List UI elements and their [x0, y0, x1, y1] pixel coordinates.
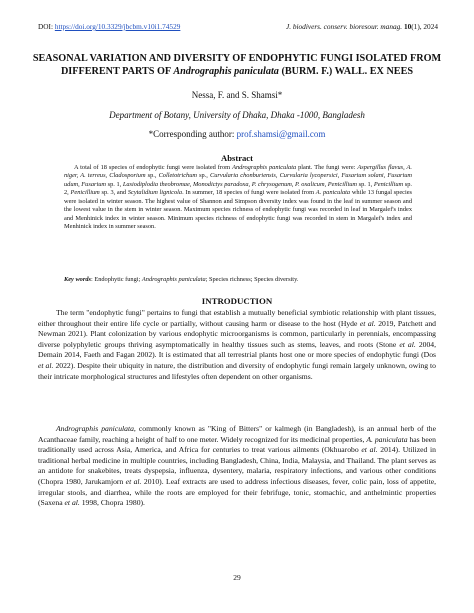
- abstract-seg: plant. The fungi were:: [296, 164, 358, 171]
- journal-name: J. biodivers. conserv. bioresour. manag.: [285, 22, 403, 31]
- paragraph-seg: 1998, Chopra 1980).: [79, 498, 145, 508]
- et-al: et al.: [359, 318, 376, 328]
- paragraph-seg: 2004, Demain 2014, Faeth and Fagan 2002). It is estimated that all terrestrial plants host one or more species of endophytic fungi (Dos: [38, 339, 437, 360]
- abstract-fungi: Aspergillus flavus, A. niger, A. terreus, Cladosporium: [64, 164, 412, 180]
- keywords-label: Key words: [64, 276, 91, 283]
- journal-citation: [286, 22, 438, 31]
- paragraph-species: Andrographis paniculata: [56, 424, 134, 433]
- abstract-fungi: Curvularia chonburiensis, Curvularia lycopersici, Fusarium solani, Fusarium udum, Fusarium: [64, 172, 413, 188]
- abstract-fungi: Penicillium: [70, 189, 100, 197]
- corresponding-author: [0, 129, 474, 140]
- abstract-species: Andrographis paniculata: [232, 164, 297, 171]
- affiliation: Department of Botany, University of Dhaka, Dhaka -1000, Bangladesh: [109, 110, 365, 120]
- abstract-seg: sp.,: [196, 172, 210, 180]
- paragraph-seg: 2014). Utilized in traditional herbal medicine in multiple countries, including Bangladesh, China, India, Malaysia, and Thailand. The plant serves as an antidote for snakebites, treats dyspepsia, influenza, dysentery, malaria, respiratory infections, and various other conditions (Chopra 1980, Jarukamjorn: [38, 445, 437, 486]
- introduction-heading: INTRODUCTION: [201, 296, 273, 306]
- abstract-seg: sp. 1,: [105, 180, 123, 188]
- journal-issue-year: (1), 2024: [411, 22, 438, 31]
- paper-title: [30, 53, 444, 78]
- abstract-fungi: Lasiodiplodia theobromae, Monodictys paradoxa, P. chrysogenum, P. oxalicum, Penicillium: [122, 180, 358, 188]
- abstract-seg: sp. 3, and: [99, 189, 128, 197]
- journal-volume: 10: [403, 22, 412, 31]
- doi-link[interactable]: https://doi.org/10.3329/jbcbm.v10i1.74529: [54, 22, 181, 31]
- abstract-species: A. paniculata: [315, 189, 351, 197]
- abstract-text: [64, 164, 412, 232]
- paragraph-seg: , commonly known as "King of Bitters" or kalmegh (in Bangladesh), is an annual herb of the Acanthaceae family, reaching a height of half to one meter. Widely recognized for its medicinal properties,: [38, 424, 436, 444]
- introduction-paragraph-1: [38, 308, 436, 382]
- abstract-fungi: Penicillium: [373, 180, 404, 188]
- keywords: [64, 276, 412, 285]
- doi-label: DOI:: [38, 22, 55, 31]
- authors: Nessa, F. and S. Shamsi*: [191, 90, 283, 100]
- corresponding-label: *Corresponding author:: [148, 129, 237, 139]
- abstract-seg: A total of 18 species of endophytic fungi were isolated from: [74, 164, 233, 171]
- title-species: Andrographis paniculata: [173, 65, 279, 77]
- paragraph-seg: 2022). Despite their ubiquity in nature, the distribution and diversity of endophytic fungi remain largely unknown, owing to their intricate morphological structures and lifestyles often dependent on other organisms.: [38, 360, 436, 381]
- corresponding-email[interactable]: prof.shamsi@gmail.com: [236, 129, 326, 139]
- abstract-seg: sp. 1,: [357, 180, 374, 188]
- abstract-seg: sp.,: [145, 172, 159, 180]
- abstract-heading: Abstract: [221, 153, 253, 163]
- paragraph-seg: 2010). Leaf extracts are used to address infectious diseases, fever, colic pain, loss of appetite, irregular stools, and diarrhea, while the roots are employed for their febrifuge, tonic, stomachic, and anthelmintic properties (Saxena: [38, 476, 437, 508]
- abstract-fungi: Scytalidium lignicola: [127, 189, 183, 197]
- title-text-1: SEASONAL VARIATION AND DIVERSITY OF ENDOPHYTIC FUNGI ISOLATED FROM DIFFERENT PARTS OF: [32, 53, 442, 77]
- abstract-seg: . In summer, 18 species of fungi were isolated from: [182, 189, 316, 197]
- et-al: et al.: [38, 360, 54, 370]
- keywords-species: Andrographis paniculata: [141, 276, 206, 283]
- et-al: et al.: [125, 476, 142, 486]
- page-number: 29: [233, 573, 241, 582]
- et-al: et al.: [64, 498, 80, 508]
- title-text-2: (BURM. F.) WALL. EX NEES: [278, 65, 414, 77]
- keywords-text: ; Species richness; Species diversity.: [205, 276, 299, 283]
- paragraph-seg: The term "endophytic fungi" pertains to fungi that establish a mutually beneficial symbiotic relationship with plant tissues, either throughout their entire life cycle or partially, without causing harm or disease to the host (Hyde: [38, 308, 436, 328]
- et-al: et al.: [361, 445, 378, 455]
- introduction-paragraph-2: [38, 424, 436, 509]
- abstract-seg: while 13 fungal species were isolated in winter season. The highest value of Shannon and Simpson diversity index was found in the leaf in summer season and the lowest value in the stem in winter season. Maximum species richness of endophytic fungi was recorded in leaf in Margalef's index and Menhinick index in winter season. Minimum species richness of endophytic fungi was recorded in stem in Margalef's index and Menhinick index in summer season.: [64, 189, 413, 231]
- paragraph-species: A. paniculata: [366, 434, 408, 444]
- paragraph-seg: has been traditionally used across Asia, America, and Africa for centuries to treat various ailments (Okhuarobo: [38, 434, 436, 455]
- abstract-fungi: Colletotrichum: [158, 172, 197, 180]
- et-al: et al.: [399, 339, 416, 349]
- keywords-text: : Endophytic fungi;: [90, 276, 142, 283]
- doi: [38, 22, 180, 31]
- paragraph-seg: 2019, Patchett and Newman 2021). Plant colonization by various endophytic microorganisms is common, particularly in perennials, encompassing diverse polyphyletic groups thriving asymptomatically in healthy tissues such as stems, leaves, and roots (Stone: [38, 318, 436, 349]
- abstract-seg: sp. 2,: [64, 180, 412, 197]
- running-header: [38, 22, 438, 31]
